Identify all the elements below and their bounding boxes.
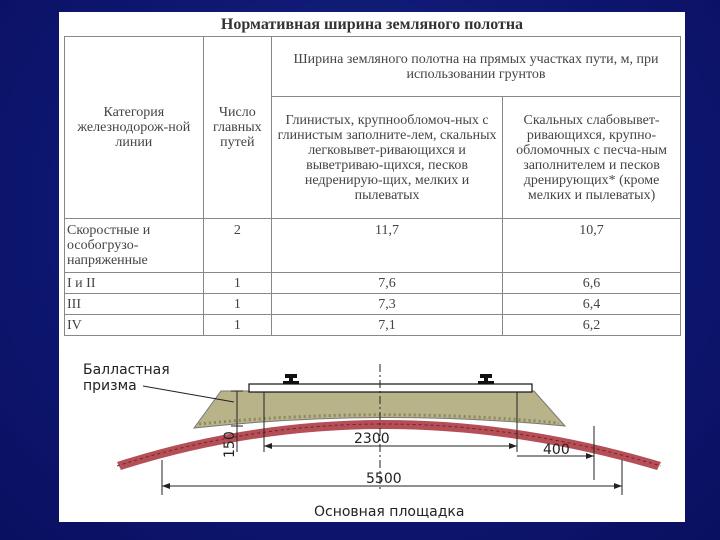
table-row [65,219,681,273]
row-width-clay: 7,1 [271,315,502,336]
header-soil-rock: Скальных слабовывет-ривающихся, крупно-обломочных с песча-ным заполнителем и песков дренирующих* (кроме мелких и пылеватых) [503,97,681,219]
row-tracks: 2 [203,219,271,273]
slide-title: Нормативная ширина земляного полотна [220,16,524,33]
row-tracks: 1 [203,294,271,315]
row-category: Скоростные и особогрузо-напряженные [65,219,204,273]
slide [59,12,685,522]
table-row [65,294,681,315]
dim-base-label: 5500 [366,471,402,487]
row-width-clay: 11,7 [271,219,502,273]
dim-shoulder-label: 400 [543,442,570,458]
dim-top-label: 2300 [354,431,390,447]
row-category: IV [65,315,204,336]
row-width-clay: 7,6 [271,273,502,294]
header-tracks: Число главных путей [203,37,271,219]
row-width-rock: 6,4 [503,294,681,315]
cross-section-diagram [59,340,685,520]
rail-right [478,374,494,384]
rail-left [283,374,299,384]
row-width-rock: 10,7 [503,219,681,273]
base-label: Основная площадка [314,504,465,520]
row-tracks: 1 [203,273,271,294]
dim-height-label: 150 [222,431,238,458]
row-width-rock: 6,6 [503,273,681,294]
row-category: I и II [65,273,204,294]
ballast-label-line1: Балластная [83,362,170,378]
table-row [65,315,681,336]
row-category: III [65,294,204,315]
header-category: Категория железнодорож-ной линии [65,37,204,219]
row-width-clay: 7,3 [271,294,502,315]
header-soil-clay: Глинистых, крупнообломоч-ных с глинистым заполните-лем, скальных легковывет-ривающихся и выветриваю-щихся, песков недренирую-щих, мелких и пылеватых [271,97,502,219]
norm-table [64,36,681,336]
table-row [65,273,681,294]
row-width-rock: 6,2 [503,315,681,336]
header-width-group: Ширина земляного полотна на прямых участках пути, м, при использовании грунтов [271,37,680,97]
row-tracks: 1 [203,315,271,336]
ballast-label-line2: призма [83,378,137,394]
sleeper [249,384,532,392]
